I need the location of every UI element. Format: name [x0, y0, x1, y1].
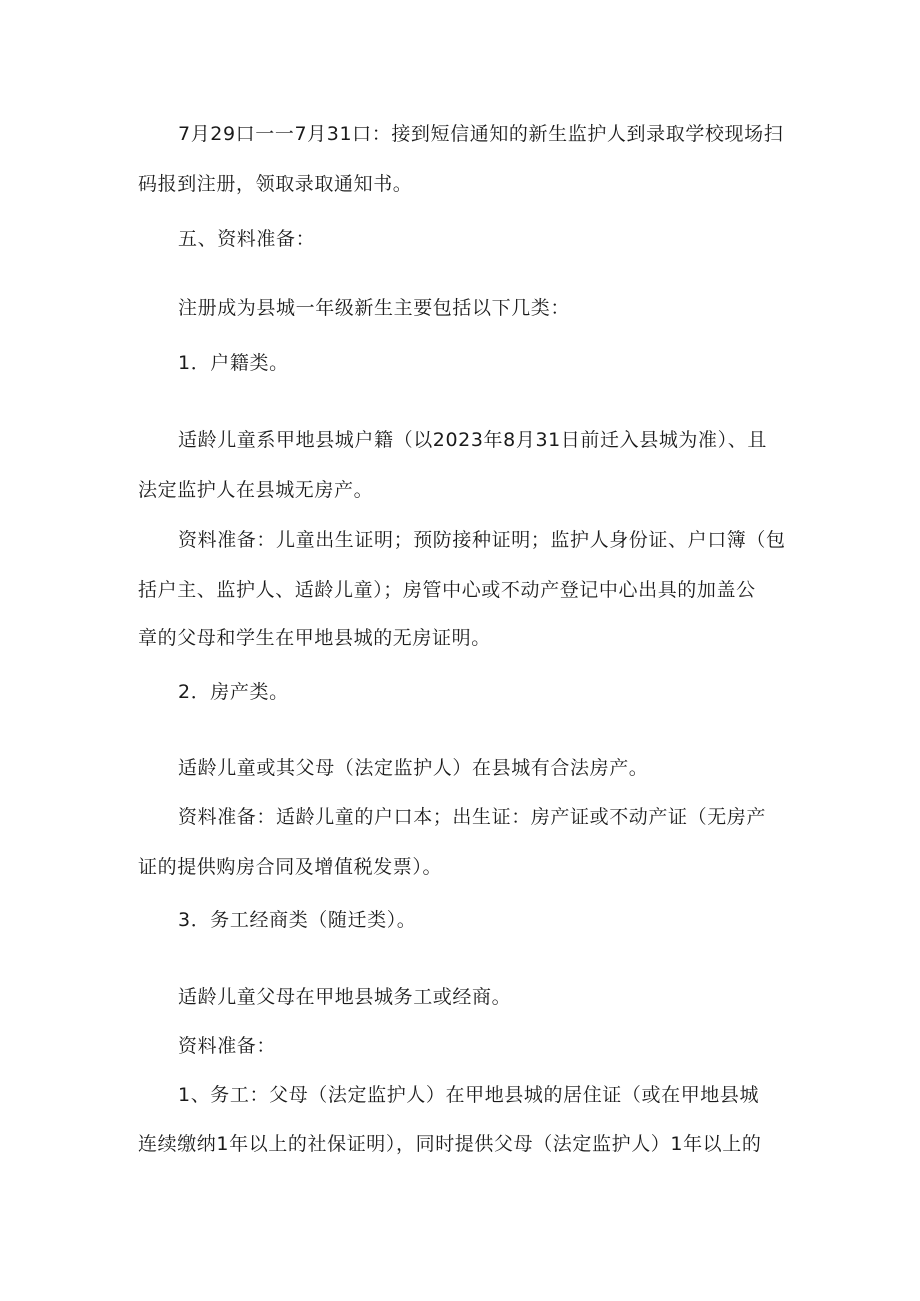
- paragraph-line: 法定监护人在县城无房产。: [138, 479, 374, 501]
- category-heading: 1．户籍类。: [178, 352, 289, 374]
- paragraph-line: 适龄儿童父母在甲地县城务工或经商。: [178, 986, 512, 1008]
- paragraph-line: 1、务工：父母（法定监护人）在甲地县城的居住证（或在甲地县城: [178, 1084, 760, 1106]
- paragraph-line: 章的父母和学生在甲地县城的无房证明。: [138, 627, 491, 649]
- section-heading: 五、资料准备：: [178, 228, 316, 250]
- paragraph-line: 资料准备：儿童出生证明；预防接种证明；监护人身份证、户口簿（包: [178, 529, 786, 551]
- paragraph-line: 码报到注册，领取录取通知书。: [138, 173, 413, 195]
- paragraph-line: 7月29口一一7月31口：接到短信通知的新生监护人到录取学校现场扫: [178, 123, 784, 145]
- paragraph-line: 资料准备：: [178, 1035, 277, 1057]
- paragraph-line: 注册成为县城一年级新生主要包括以下几类：: [178, 297, 571, 319]
- paragraph-line: 适龄儿童系甲地县城户籍（以2023年8月31日前迁入县城为准）、且: [178, 429, 767, 451]
- paragraph-line: 括户主、监护人、适龄儿童）；房管中心或不动产登记中心出具的加盖公: [138, 579, 756, 601]
- category-heading: 3．务工经商类（随迁类）。: [178, 909, 417, 931]
- category-heading: 2．房产类。: [178, 681, 289, 703]
- paragraph-line: 连续缴纳1年以上的社保证明），同时提供父母（法定监护人）1年以上的: [138, 1133, 762, 1155]
- paragraph-line: 资料准备：适龄儿童的户口本；出生证：房产证或不动产证（无房产: [178, 806, 767, 828]
- paragraph-line: 适龄儿童或其父母（法定监护人）在县城有合法房产。: [178, 757, 649, 779]
- paragraph-line: 证的提供购房合同及增值税发票）。: [138, 856, 443, 878]
